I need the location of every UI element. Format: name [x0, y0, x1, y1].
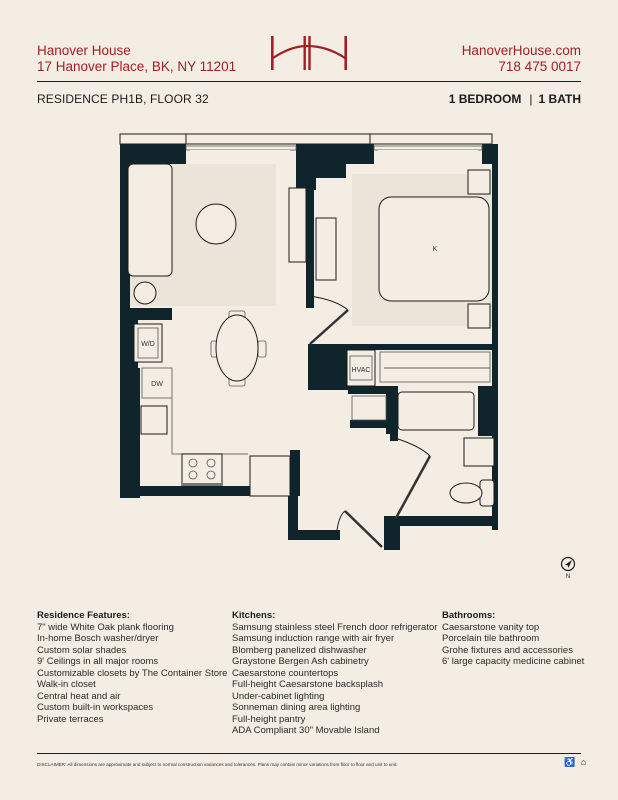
feature-item: 9' Ceilings in all major rooms	[37, 656, 159, 667]
feature-item: Custom built-in workspaces	[37, 702, 154, 713]
feature-item: Samsung stainless steel French door refrigerator	[232, 621, 438, 633]
feature-item: ADA Compliant 30" Movable Island	[232, 725, 380, 736]
residence-features-title: Residence Features:	[37, 610, 130, 621]
feature-item: Private terraces	[37, 713, 104, 725]
bedroom-count: 1 BEDROOM	[448, 92, 522, 106]
feature-item: Grohe fixtures and accessories	[442, 644, 573, 656]
building-name: Hanover House	[37, 43, 131, 58]
washer-dryer-label: W/D	[141, 341, 155, 348]
dishwasher-label: DW	[151, 381, 163, 388]
feature-item: 6' large capacity medicine cabinet	[442, 656, 585, 667]
bathroom-vanity	[464, 438, 494, 466]
feature-item: Full-height pantry	[232, 713, 306, 725]
refrigerator	[250, 456, 290, 496]
console-table	[289, 188, 306, 262]
dining-set	[211, 311, 266, 386]
residence-features	[37, 610, 227, 725]
feature-item: 7" wide White Oak plank flooring	[37, 621, 174, 633]
north-compass-icon	[560, 556, 576, 580]
sofa	[128, 164, 172, 276]
terrace-outline	[120, 134, 492, 144]
feature-item: Full-height Caesarstone backsplash	[232, 679, 384, 690]
dresser	[316, 218, 336, 280]
feature-item: In-home Bosch washer/dryer	[37, 633, 159, 644]
footer-divider	[37, 753, 581, 754]
hvac-label: HVAC	[351, 367, 371, 374]
side-table	[134, 282, 156, 304]
feature-item: Porcelain tile bathroom	[442, 633, 540, 644]
nightstand-top	[468, 170, 490, 194]
closet	[380, 352, 490, 382]
summary-separator: |	[529, 92, 533, 106]
accessibility-icon: ♿	[564, 757, 576, 767]
website-link[interactable]: HanoverHouse.com	[461, 43, 581, 58]
feature-item: Custom solar shades	[37, 644, 127, 656]
bathroom-features	[442, 610, 584, 668]
bathroom-features-title: Bathrooms:	[442, 610, 496, 621]
feature-item: Central heat and air	[37, 690, 121, 702]
feature-item: Walk-in closet	[37, 679, 96, 690]
feature-item: Blomberg panelized dishwasher	[232, 644, 367, 656]
feature-item: Samsung induction range with air fryer	[232, 633, 395, 644]
building-address: 17 Hanover Place, BK, NY 11201	[37, 59, 237, 74]
linen-closet	[352, 396, 386, 420]
coffee-table	[196, 204, 236, 244]
kitchen-features-title: Kitchens:	[232, 610, 276, 621]
bed-label: K	[432, 246, 438, 253]
phone-number[interactable]: 718 475 0017	[498, 59, 581, 74]
feature-item: Caesarstone vanity top	[442, 621, 540, 633]
cooktop	[182, 454, 222, 486]
feature-item: Caesarstone countertops	[232, 667, 339, 679]
equal-housing-icon: ⌂	[580, 757, 587, 767]
feature-item: Graystone Bergen Ash cabinetry	[232, 656, 369, 667]
footer-icons	[564, 757, 586, 768]
kitchen-sink	[141, 406, 167, 434]
nightstand-bottom	[468, 304, 490, 328]
bathtub	[398, 392, 474, 430]
toilet	[450, 480, 494, 506]
feature-item: Sonneman dining area lighting	[232, 702, 361, 713]
disclaimer: DISCLAIMER: All dimensions are approximate and subject to normal construction variances and tolerances. Plans may contain minor variations from floor to floor and unit to unit.	[37, 762, 398, 767]
feature-item: Under-cabinet lighting	[232, 690, 325, 702]
kitchen-features	[232, 610, 437, 737]
residence-title: RESIDENCE PH1B, FLOOR 32	[37, 92, 209, 106]
feature-item: Customizable closets by The Container Store	[37, 667, 228, 679]
bath-count: 1 BATH	[538, 92, 581, 106]
compass-label: N	[565, 574, 571, 580]
